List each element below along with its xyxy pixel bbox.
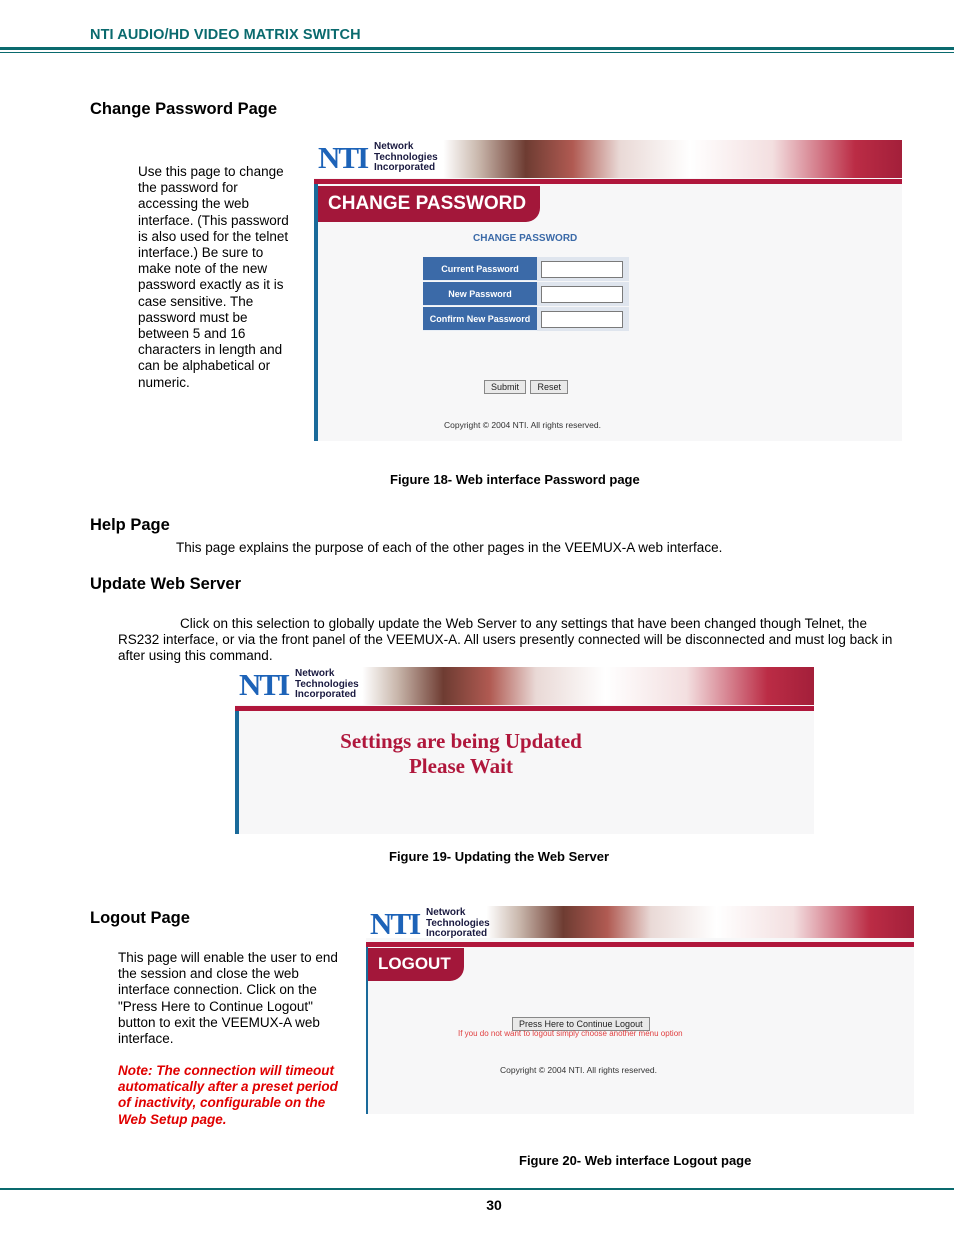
figure-caption-20: Figure 20- Web interface Logout page (519, 1153, 752, 1168)
form-title: CHANGE PASSWORD (473, 233, 578, 244)
copyright: Copyright © 2004 NTI. All rights reserved. (444, 420, 601, 430)
nti-banner (314, 140, 902, 178)
nti-company-name: Network Technologies Incorporated (374, 141, 438, 173)
nti-logo: NTI (370, 906, 420, 938)
change-password-text: Use this page to change the password for accessing the web interface. (This password is also used for the telnet interface.) Be sure to make note of the new password exactly as it is case sensitive. The password must be between 5 and 16 characters in length and can be alphabetical or numeric. (138, 164, 289, 390)
page-title-tab: LOGOUT (368, 948, 464, 981)
submit-button[interactable]: Submit (484, 380, 526, 394)
update-message-line1: Settings are being Updated (340, 729, 582, 753)
page-number: 30 (486, 1197, 502, 1213)
nti-logo: NTI (239, 667, 289, 702)
figure-caption-18: Figure 18- Web interface Password page (390, 472, 640, 487)
section-heading-update-web-server: Update Web Server (90, 575, 241, 593)
nti-company-name: Network Technologies Incorporated (295, 668, 359, 700)
document-header: NTI AUDIO/HD VIDEO MATRIX SWITCH (90, 27, 361, 43)
confirm-password-label: Confirm New Password (423, 307, 537, 331)
logout-text: This page will enable the user to end the session and close the web interface connection. Click on the "Press Here to Continue Logout" button to exit the VEEMUX-A web interface. (118, 950, 338, 1047)
nti-company-name: Network Technologies Incorporated (426, 907, 490, 938)
update-message (235, 729, 687, 779)
password-form (423, 257, 629, 331)
form-buttons (484, 377, 568, 395)
logout-screenshot (366, 906, 914, 1114)
figure-caption-19: Figure 19- Updating the Web Server (389, 849, 610, 864)
nti-banner (235, 667, 814, 705)
page-title-tab: CHANGE PASSWORD (318, 186, 540, 222)
current-password-label: Current Password (423, 257, 537, 281)
nti-red-line (366, 942, 914, 947)
confirm-password-input[interactable] (541, 311, 623, 328)
header-rule (0, 47, 954, 50)
new-password-input[interactable] (541, 286, 623, 303)
copyright: Copyright © 2004 NTI. All rights reserved. (500, 1065, 657, 1075)
nti-banner (366, 906, 914, 938)
continue-logout-button[interactable]: Press Here to Continue Logout (512, 1017, 650, 1031)
help-text: This page explains the purpose of each of the other pages in the VEEMUX-A web interface. (176, 540, 723, 555)
section-heading-help: Help Page (90, 516, 170, 534)
new-password-label: New Password (423, 282, 537, 306)
update-text: Click on this selection to globally update the Web Server to any settings that have been changed though Telnet, the RS232 interface, or via the front panel of the VEEMUX-A. All users presently connected will be disconnected and must log back in after using this command. (118, 616, 893, 664)
header-rule-thin (0, 52, 954, 53)
update-screenshot (235, 667, 814, 834)
nti-red-line (314, 179, 902, 184)
nti-logo: NTI (318, 140, 368, 175)
section-heading-logout: Logout Page (90, 909, 190, 927)
update-message-line2: Please Wait (408, 754, 513, 778)
nti-red-line (235, 706, 814, 711)
logout-hint: If you do not want to logout simply choose another menu option (458, 1029, 683, 1038)
nti-side-bar (314, 184, 318, 441)
reset-button[interactable]: Reset (530, 380, 568, 394)
current-password-input[interactable] (541, 261, 623, 278)
logout-note: Note: The connection will timeout automatically after a preset period of inactivity, configurable on the Web Setup page. (118, 1063, 338, 1127)
footer-rule (0, 1188, 954, 1190)
change-password-screenshot (314, 140, 902, 441)
section-heading-change-password: Change Password Page (90, 100, 278, 118)
